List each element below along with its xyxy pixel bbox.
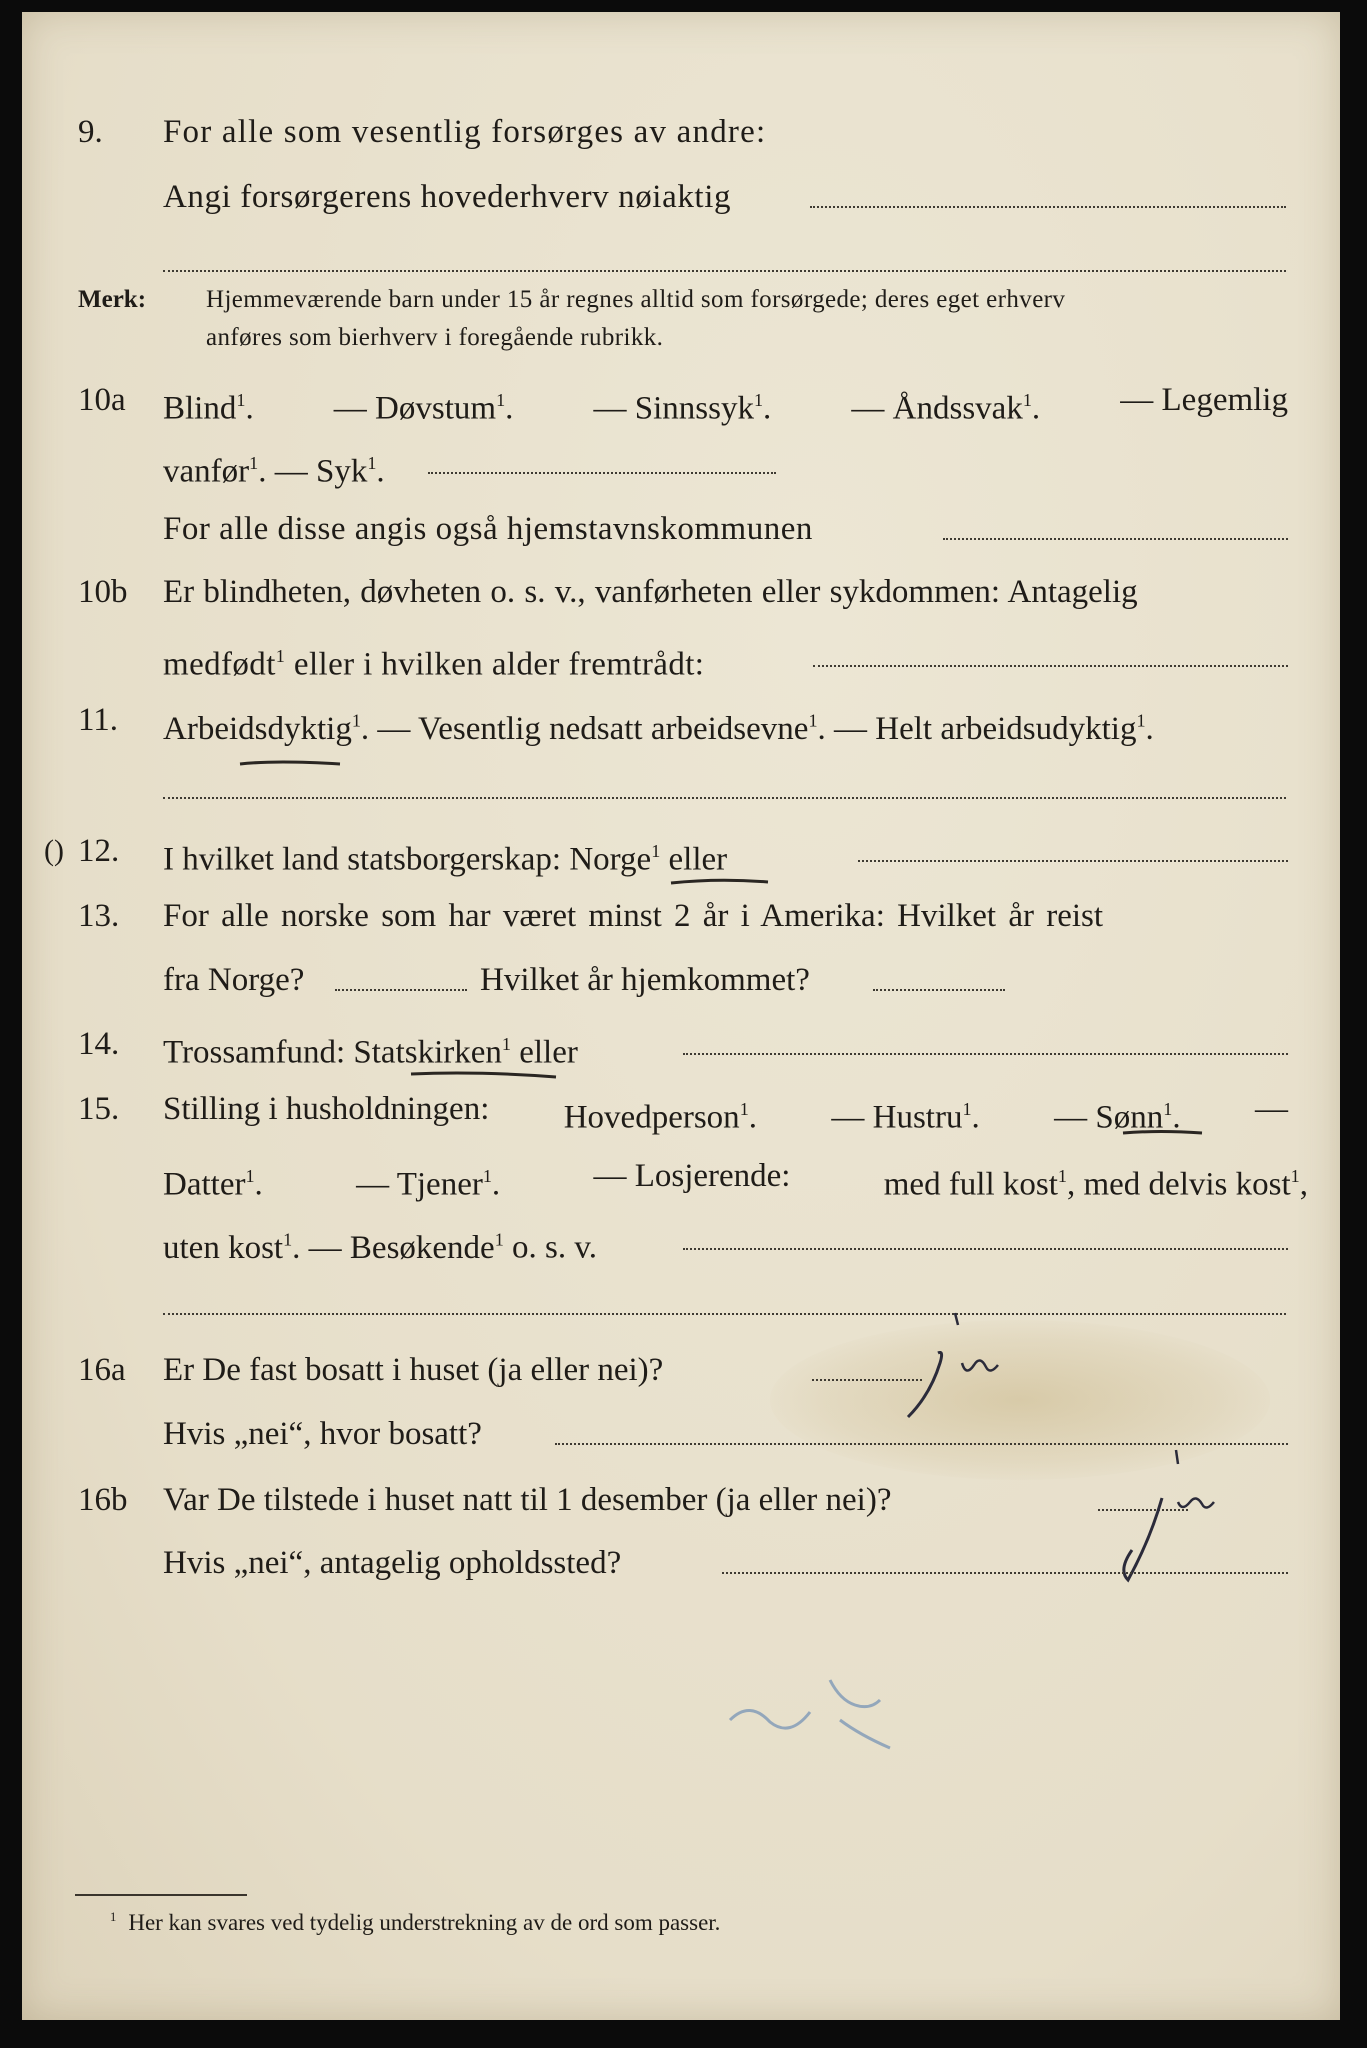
q16a-handwritten-answer <box>900 1305 1010 1425</box>
q9-text: For alle som vesentlig forsørges av andre: <box>163 114 767 150</box>
q9-text-2: Angi forsørgerens hovederhverv nøiaktig <box>163 179 732 215</box>
q10a-opt-legemlig[interactable]: — Legemlig <box>1120 382 1288 418</box>
q16a-number: 16a <box>78 1352 126 1388</box>
q9-row <box>0 107 1367 157</box>
q15-number: 15. <box>78 1091 120 1127</box>
q13-row-2 <box>0 955 1367 1005</box>
q15-answer-line[interactable] <box>683 1248 1288 1250</box>
q15-opt-full-kost[interactable]: med full kost <box>883 1166 1058 1203</box>
q14-opt-statskirken[interactable]: Statskirken <box>353 1034 502 1071</box>
q10b-text: Er blindheten, døvheten o. s. v., vanførheten eller sykdommen: Antagelig <box>163 574 1138 610</box>
q15-line3: uten kost$^1$. — Besøkende$^1$ o. s. v. <box>163 1229 597 1266</box>
q9-row-2 <box>0 172 1367 222</box>
q10b-row <box>0 567 1367 617</box>
q14-number: 14. <box>78 1026 120 1062</box>
q16a-text: Er De fast bosatt i huset (ja eller nei)? <box>163 1352 664 1388</box>
q14-row <box>0 1019 1367 1069</box>
q13-text-b: Hvilket år hjemkommet? <box>480 962 810 998</box>
q10b-row-2 <box>0 631 1367 681</box>
footnote <box>110 1902 720 1938</box>
q10a-row-3 <box>0 504 1367 554</box>
q11-underline-mark <box>236 756 346 770</box>
blue-pencil-scribble <box>720 1660 920 1760</box>
footnote-text: Her kan svares ved tydelig understrekning av de ord som passer. <box>128 1909 721 1935</box>
footnote-mark: 1 <box>110 1910 117 1924</box>
q16a-row <box>0 1345 1367 1395</box>
q11-opt-arbeidsdyktig[interactable]: Arbeidsdyktig$^1$. <box>163 710 370 747</box>
q13-text-a: fra Norge? <box>163 962 305 998</box>
merk-text-2: anføres som bierhverv i foregående rubrikk. <box>206 324 664 351</box>
q13-row <box>0 891 1367 941</box>
margin-mark: () <box>44 834 64 867</box>
q12-row <box>0 826 1367 876</box>
q10a-opt-sinnssyk[interactable]: — Sinnssyk$^1$. <box>593 390 772 427</box>
q15-opt-tjener[interactable]: — Tjener$^1$. <box>356 1166 501 1203</box>
q15-opt-hovedperson[interactable]: Hovedperson$^1$. <box>563 1099 758 1136</box>
merk-label: Merk: <box>78 286 147 313</box>
q16b-row-2 <box>0 1538 1367 1588</box>
merk-text: Hjemmeværende barn under 15 år regnes alltid som forsørgede; deres eget erhverv <box>206 286 1066 313</box>
q11-number: 11. <box>78 702 119 738</box>
q13-reist-line[interactable] <box>335 989 467 991</box>
q9-answer-line-2[interactable] <box>163 270 1286 272</box>
q11-options <box>163 695 1154 754</box>
q16b-number: 16b <box>78 1482 128 1518</box>
q10a-opt-dovstum[interactable]: — Døvstum$^1$. <box>333 390 514 427</box>
q10a-number: 10a <box>78 382 126 418</box>
q15-answer-line-2[interactable] <box>163 1313 1286 1315</box>
q14-underline-mark <box>408 1069 560 1081</box>
q15-opt-hustru[interactable]: — Hustru$^1$. <box>831 1099 980 1136</box>
q10a-answer-line[interactable] <box>428 472 776 474</box>
q13-number: 13. <box>78 898 120 934</box>
q10a-line2: vanfør$^1$. — Syk$^1$. <box>163 453 385 490</box>
q12-answer-line[interactable] <box>858 860 1288 862</box>
q10a-row <box>0 375 1367 425</box>
q15-opt-datter[interactable]: Datter$^1$. <box>163 1166 263 1203</box>
q15-opt-sonn[interactable]: — Sønn$^1$. <box>1054 1099 1181 1136</box>
q9-answer-line[interactable] <box>810 206 1286 208</box>
q11-row <box>0 695 1367 745</box>
q15-row <box>0 1084 1367 1134</box>
q10b-number: 10b <box>78 574 128 610</box>
q14-text: Trossamfund: Statskirken$^1$ eller <box>163 1034 578 1071</box>
q10a-opt-blind[interactable]: Blind$^1$. <box>163 390 254 427</box>
q9-number: 9. <box>78 114 103 150</box>
q11-opt-nedsatt[interactable]: — Vesentlig nedsatt arbeidsevne$^1$. <box>377 710 826 747</box>
q15-row-3 <box>0 1214 1367 1264</box>
q10a-row-2 <box>0 438 1367 488</box>
q13-text: For alle norske som har været minst 2 år i Amerika: Hvilket år reist <box>163 898 1104 934</box>
q15-opt-besokende[interactable]: — Besøkende$^1$ <box>308 1229 504 1266</box>
q12-underline-mark <box>668 876 772 888</box>
q10a-hjemstavn-line[interactable] <box>943 538 1288 540</box>
q10b-answer-line[interactable] <box>813 665 1288 667</box>
q11-opt-udyktig[interactable]: — Helt arbeidsudyktig$^1$. <box>834 710 1154 747</box>
q13-hjemkommet-line[interactable] <box>873 989 1005 991</box>
q15-opt-delvis-kost[interactable]: , med delvis kost <box>1066 1166 1291 1203</box>
q15-underline-mark <box>1120 1128 1206 1138</box>
q12-opt-norge[interactable]: Norge <box>569 841 652 878</box>
q10a-line3: For alle disse angis også hjemstavnskommunen <box>163 511 813 547</box>
q10a-opt-andssvak[interactable]: — Åndssvak$^1$. <box>851 390 1041 427</box>
q15-options: Stilling i husholdningen: Hovedperson$^1$. — Hustru$^1$. — Sønn$^1$. — <box>163 1084 1288 1143</box>
q11-answer-line[interactable] <box>163 797 1286 799</box>
q15-row-2 <box>0 1151 1367 1201</box>
q15-opt-uten-kost[interactable]: uten kost$^1$. <box>163 1229 301 1266</box>
q16b-opholdssted-line[interactable] <box>722 1572 1288 1574</box>
q15-options-2: Datter$^1$. — Tjener$^1$. — Losjerende: med full kost$^1$, med delvis kost$^1$, <box>163 1151 1308 1210</box>
q16b-text-2: Hvis „nei“, antagelig opholdssted? <box>163 1545 622 1581</box>
q12-text: I hvilket land statsborgerskap: Norge$^1$ eller <box>163 841 728 878</box>
q16b-text: Var De tilstede i huset natt til 1 desember (ja eller nei)? <box>163 1482 892 1518</box>
q10a-options <box>163 375 1288 434</box>
q14-answer-line[interactable] <box>683 1053 1288 1055</box>
footnote-rule <box>75 1894 247 1896</box>
q10b-line2: medfødt$^1$ eller i hvilken alder fremtrådt: <box>163 646 705 683</box>
q12-number: 12. <box>78 833 120 869</box>
q16a-text-2: Hvis „nei“, hvor bosatt? <box>163 1416 482 1452</box>
